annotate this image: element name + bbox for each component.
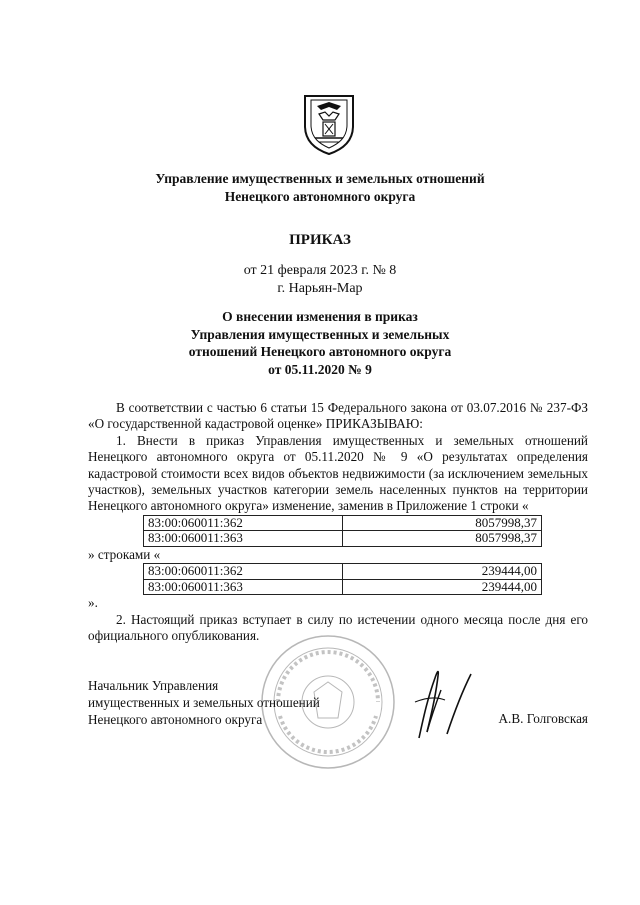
subject-line: отношений Ненецкого автономного округа [188, 344, 452, 359]
cadastral-value: 8057998,37 [343, 515, 542, 531]
subject-line: от 05.11.2020 № 9 [268, 361, 372, 377]
document-subject [0, 308, 640, 378]
handwritten-signature-icon [405, 660, 475, 740]
position-line: Ненецкого автономного округа [88, 712, 263, 727]
connector: » строками « [88, 546, 161, 562]
item-1: 1. Внести в приказ Управления имущественных и земельных отношений Ненецкого автономного округа от 05.11.2020 № 9 «О результатах определения кадастровой стоимости всех видов объектов недвижимости (за исключением земельных участков), земельных участков категории земель населенных пунктов на территории Ненецкого автономного округа» изменение, заменив в Приложение 1 строки « [88, 432, 588, 514]
item-2: 2. Настоящий приказ вступает в силу по истечении одного месяца после дня его официального опубликования. [88, 611, 588, 644]
new-rows-table [143, 563, 542, 595]
old-rows-table [143, 515, 542, 547]
signer-name: А.В. Голговская [498, 711, 588, 726]
org-line-2: Ненецкого автономного округа [224, 189, 416, 204]
cadastral-number: 83:00:060011:363 [144, 531, 343, 547]
cadastral-value: 239444,00 [343, 564, 542, 580]
table-row [144, 564, 542, 580]
org-line-1: Управление имущественных и земельных отношений [155, 171, 485, 186]
document-type: ПРИКАЗ [289, 232, 351, 248]
coat-of-arms-icon [301, 92, 357, 156]
table-row [144, 579, 542, 595]
position-line: Начальник Управления [88, 678, 219, 693]
signer-position [88, 677, 320, 728]
preamble: В соответствии с частью 6 статьи 15 Федерального закона от 03.07.2016 № 237-ФЗ «О государственной кадастровой оценке» ПРИКАЗЫВАЮ: [88, 400, 588, 432]
document-body [88, 400, 588, 644]
city: г. Нарьян-Мар [277, 281, 363, 296]
organization-name [0, 170, 640, 206]
document-meta [0, 262, 640, 298]
subject-line: О внесении изменения в приказ [222, 309, 418, 324]
cadastral-value: 8057998,37 [343, 531, 542, 547]
cadastral-number: 83:00:060011:362 [144, 515, 343, 531]
position-line: имущественных и земельных отношений [88, 695, 320, 710]
closing-quote: ». [88, 595, 98, 611]
table-row [144, 531, 542, 547]
table-row [144, 515, 542, 531]
date-number: от 21 февраля 2023 г. № 8 [243, 263, 397, 278]
cadastral-value: 239444,00 [343, 579, 542, 595]
subject-line: Управления имущественных и земельных [190, 326, 450, 342]
cadastral-number: 83:00:060011:362 [144, 564, 343, 580]
cadastral-number: 83:00:060011:363 [144, 579, 343, 595]
